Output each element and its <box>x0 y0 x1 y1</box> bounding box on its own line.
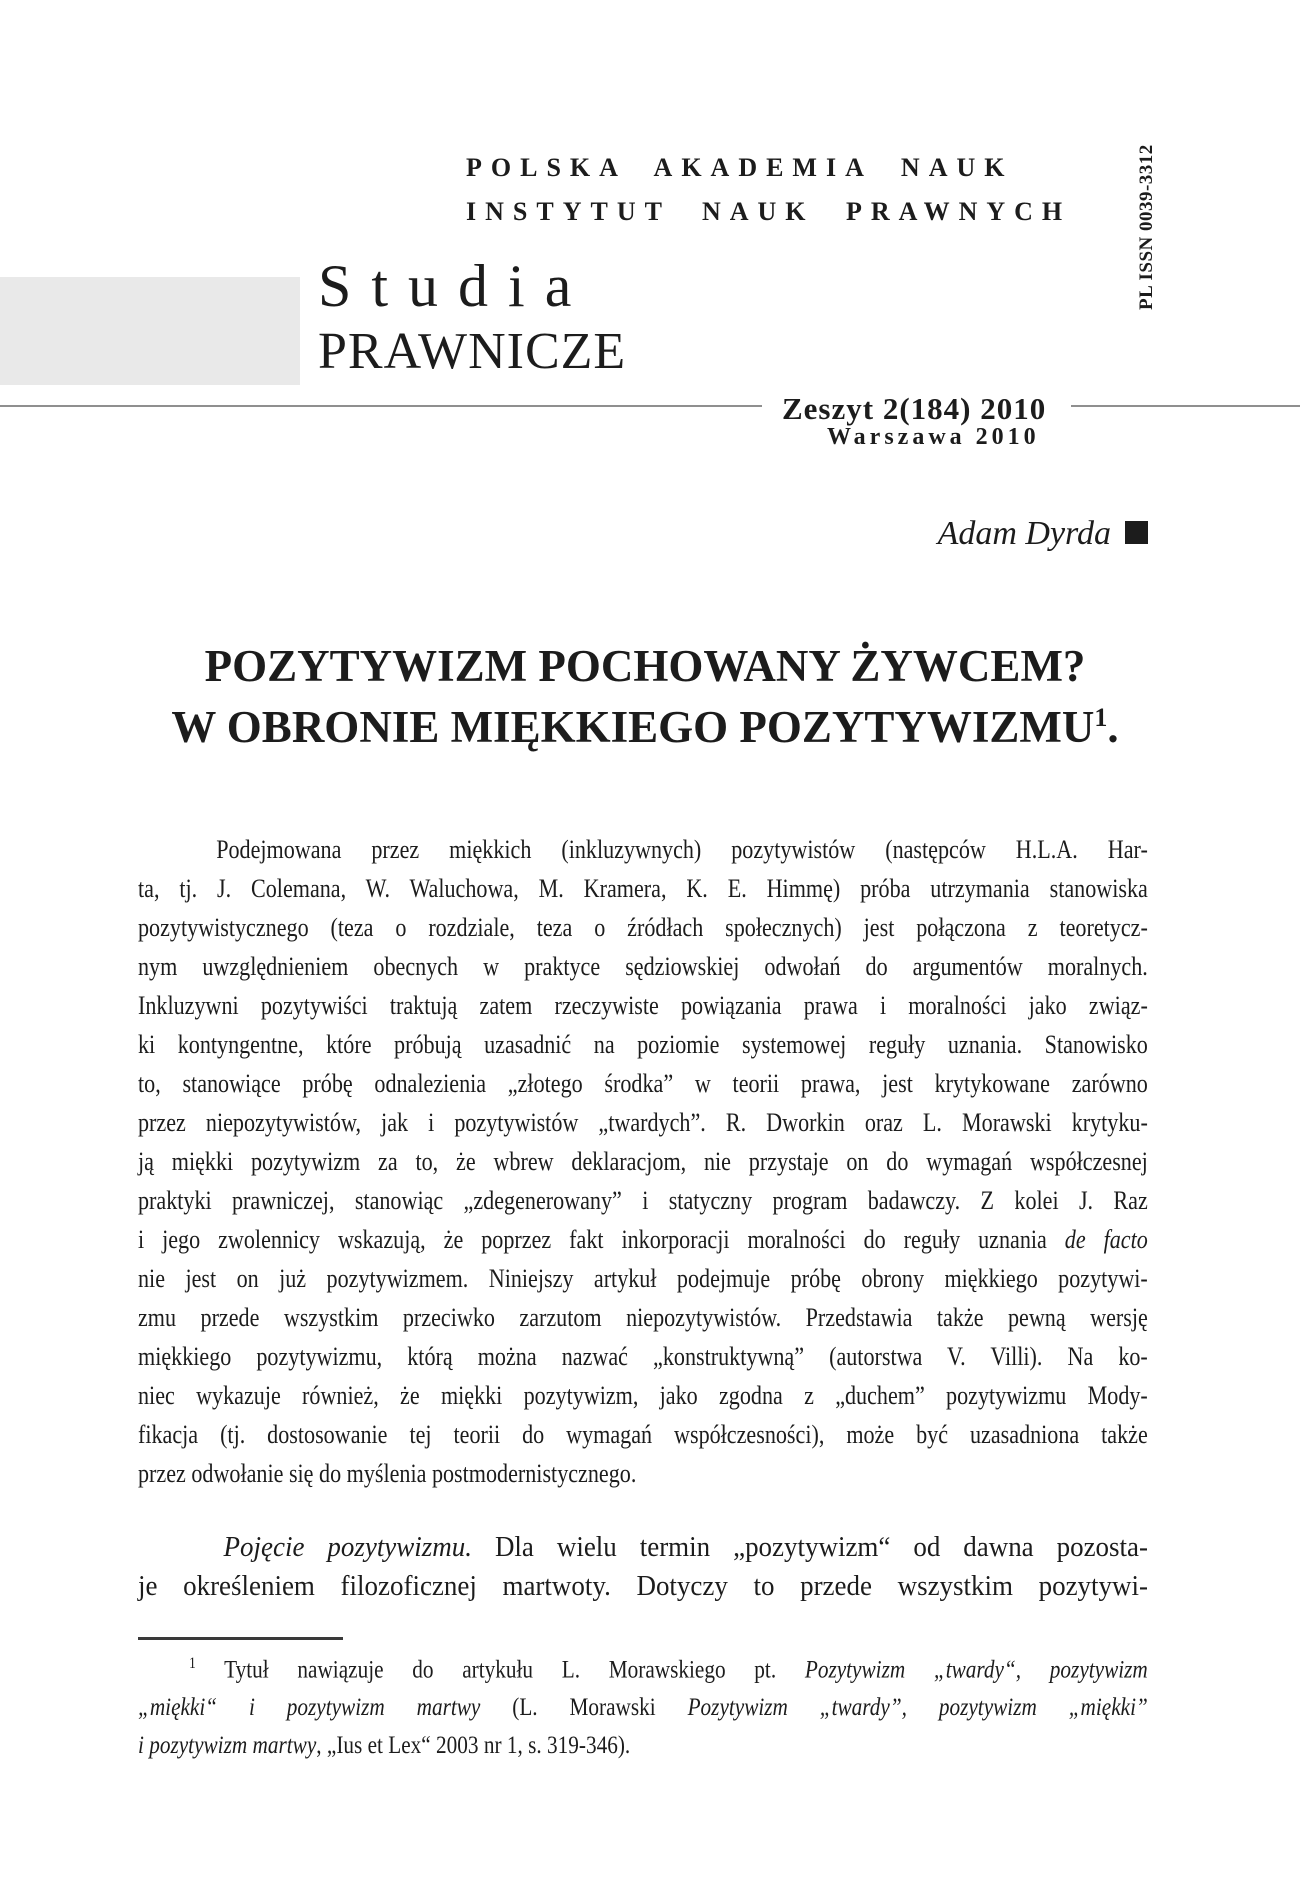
abstract-line: to, stanowiące próbę odnalezienia „złotego środka” w teorii prawa, jest krytykowane zarówno <box>138 1069 1148 1098</box>
title-footnote-reference: 1 <box>1094 703 1108 732</box>
abstract-line: pozytywistycznego (teza o rozdziale, teza o źródłach społecznych) jest połączona z teoretycz- <box>138 913 1148 942</box>
abstract-line: miękkiego pozytywizmu, którą można nazwać „konstruktywną” (autorstwa V. Villi). Na ko- <box>138 1342 1148 1371</box>
publisher-line-2: INSTYTUT NAUK PRAWNYCH <box>466 197 1072 226</box>
abstract-line: praktyki prawniczej, stanowiąc „zdegenerowany” i statyczny program badawczy. Z kolei J. Raz <box>138 1186 1148 1215</box>
header-rule-left <box>0 405 762 407</box>
footnote-separator-rule <box>138 1637 343 1640</box>
abstract-paragraph <box>138 830 1148 1493</box>
abstract-line: Inkluzywni pozytywiści traktują zatem rzeczywiste powiązania prawa i moralności jako związ- <box>138 991 1148 1020</box>
abstract-line: ją miękki pozytywizm za to, że wbrew deklaracjom, nie przystaje on do wymagań współczesnej <box>138 1147 1148 1176</box>
abstract-line: ki kontyngentne, które próbują uzasadnić na poziomie systemowej reguły uznania. Stanowisko <box>138 1030 1148 1059</box>
place-year-label: Warszawa 2010 <box>827 424 1040 450</box>
abstract-line: fikacja (tj. dostosowanie tej teorii do wymagań współczesności), może być uzasadniona także <box>138 1420 1148 1449</box>
journal-title-line-2: PRAWNICZE <box>318 323 627 380</box>
abstract-line: i jego zwolennicy wskazują, że poprzez fakt inkorporacji moralności do reguły uznania de facto <box>138 1225 1148 1254</box>
article-title-line-1: POZYTYWIZM POCHOWANY ŻYWCEM? <box>204 641 1086 691</box>
abstract-line: nym uwzględnieniem obecnych w praktyce sędziowskiej odwołań do argumentów moralnych. <box>138 952 1148 981</box>
latin-phrase-italic: de facto <box>1064 1225 1148 1254</box>
publisher-block <box>466 146 1071 234</box>
publisher-line-1: POLSKA AKADEMIA NAUK <box>466 153 1014 182</box>
footnote-line: „miękki“ i pozytywizm martwy (L. Morawski Pozytywizm „twardy”, pozytywizm „miękki” <box>138 1694 1148 1722</box>
body-paragraph <box>138 1528 1148 1606</box>
body-line: Pojęcie pozytywizmu. Dla wielu termin „pozytywizm“ od dawna pozosta- <box>223 1531 1148 1563</box>
author-name: Adam Dyrda <box>937 515 1111 552</box>
footnote-block <box>138 1645 1148 1765</box>
abstract-line: Podejmowana przez miękkich (inkluzywnych) pozytywistów (następców H.L.A. Har- <box>216 835 1148 864</box>
masthead-gray-block <box>0 277 300 385</box>
article-title <box>140 641 1150 753</box>
header-rule-right <box>1071 405 1300 407</box>
abstract-line: ta, tj. J. Colemana, W. Waluchowa, M. Kramera, K. E. Himmę) próba utrzymania stanowiska <box>138 874 1148 903</box>
author-square-marker-icon <box>1125 521 1148 544</box>
footnote-line: $^1$ Tytuł nawiązuje do artykułu L. Morawskiego pt. Pozytywizm „twardy“, pozytywizm <box>189 1655 1148 1684</box>
footnote-line: i pozytywizm martwy, „Ius et Lex“ 2003 nr 1, s. 319-346). <box>138 1732 631 1760</box>
abstract-line: nie jest on już pozytywizmem. Niniejszy artykuł podejmuje próbę obrony miękkiego pozytywi- <box>138 1264 1148 1293</box>
article-title-line-2: W OBRONIE MIĘKKIEGO POZYTYWIZMU$^1$. <box>171 702 1119 752</box>
abstract-line: zmu przede wszystkim przeciwko zarzutom niepozytywistów. Przedstawia także pewną wersję <box>138 1303 1148 1332</box>
issue-label: Zeszyt 2(184) 2010 <box>782 391 1047 426</box>
journal-title-line-1: Studia <box>318 253 592 319</box>
abstract-line: przez odwołanie się do myślenia postmodernistycznego. <box>138 1459 637 1488</box>
issn-vertical-label: PL ISSN 0039-3312 <box>1136 144 1157 310</box>
abstract-line: niec wykazuje również, że miękki pozytywizm, jako zgodna z „duchem” pozytywizmu Mody- <box>138 1381 1148 1410</box>
body-line: je określeniem filozoficznej martwoty. Dotyczy to przede wszystkim pozytywi- <box>138 1570 1148 1602</box>
author-line <box>700 515 1148 553</box>
paragraph-lead-italic: Pojęcie pozytywizmu. <box>223 1531 472 1563</box>
abstract-line: przez niepozytywistów, jak i pozytywistów „twardych”. R. Dworkin oraz L. Morawski krytyku- <box>138 1108 1148 1137</box>
footnote-marker: 1 <box>189 1655 196 1672</box>
